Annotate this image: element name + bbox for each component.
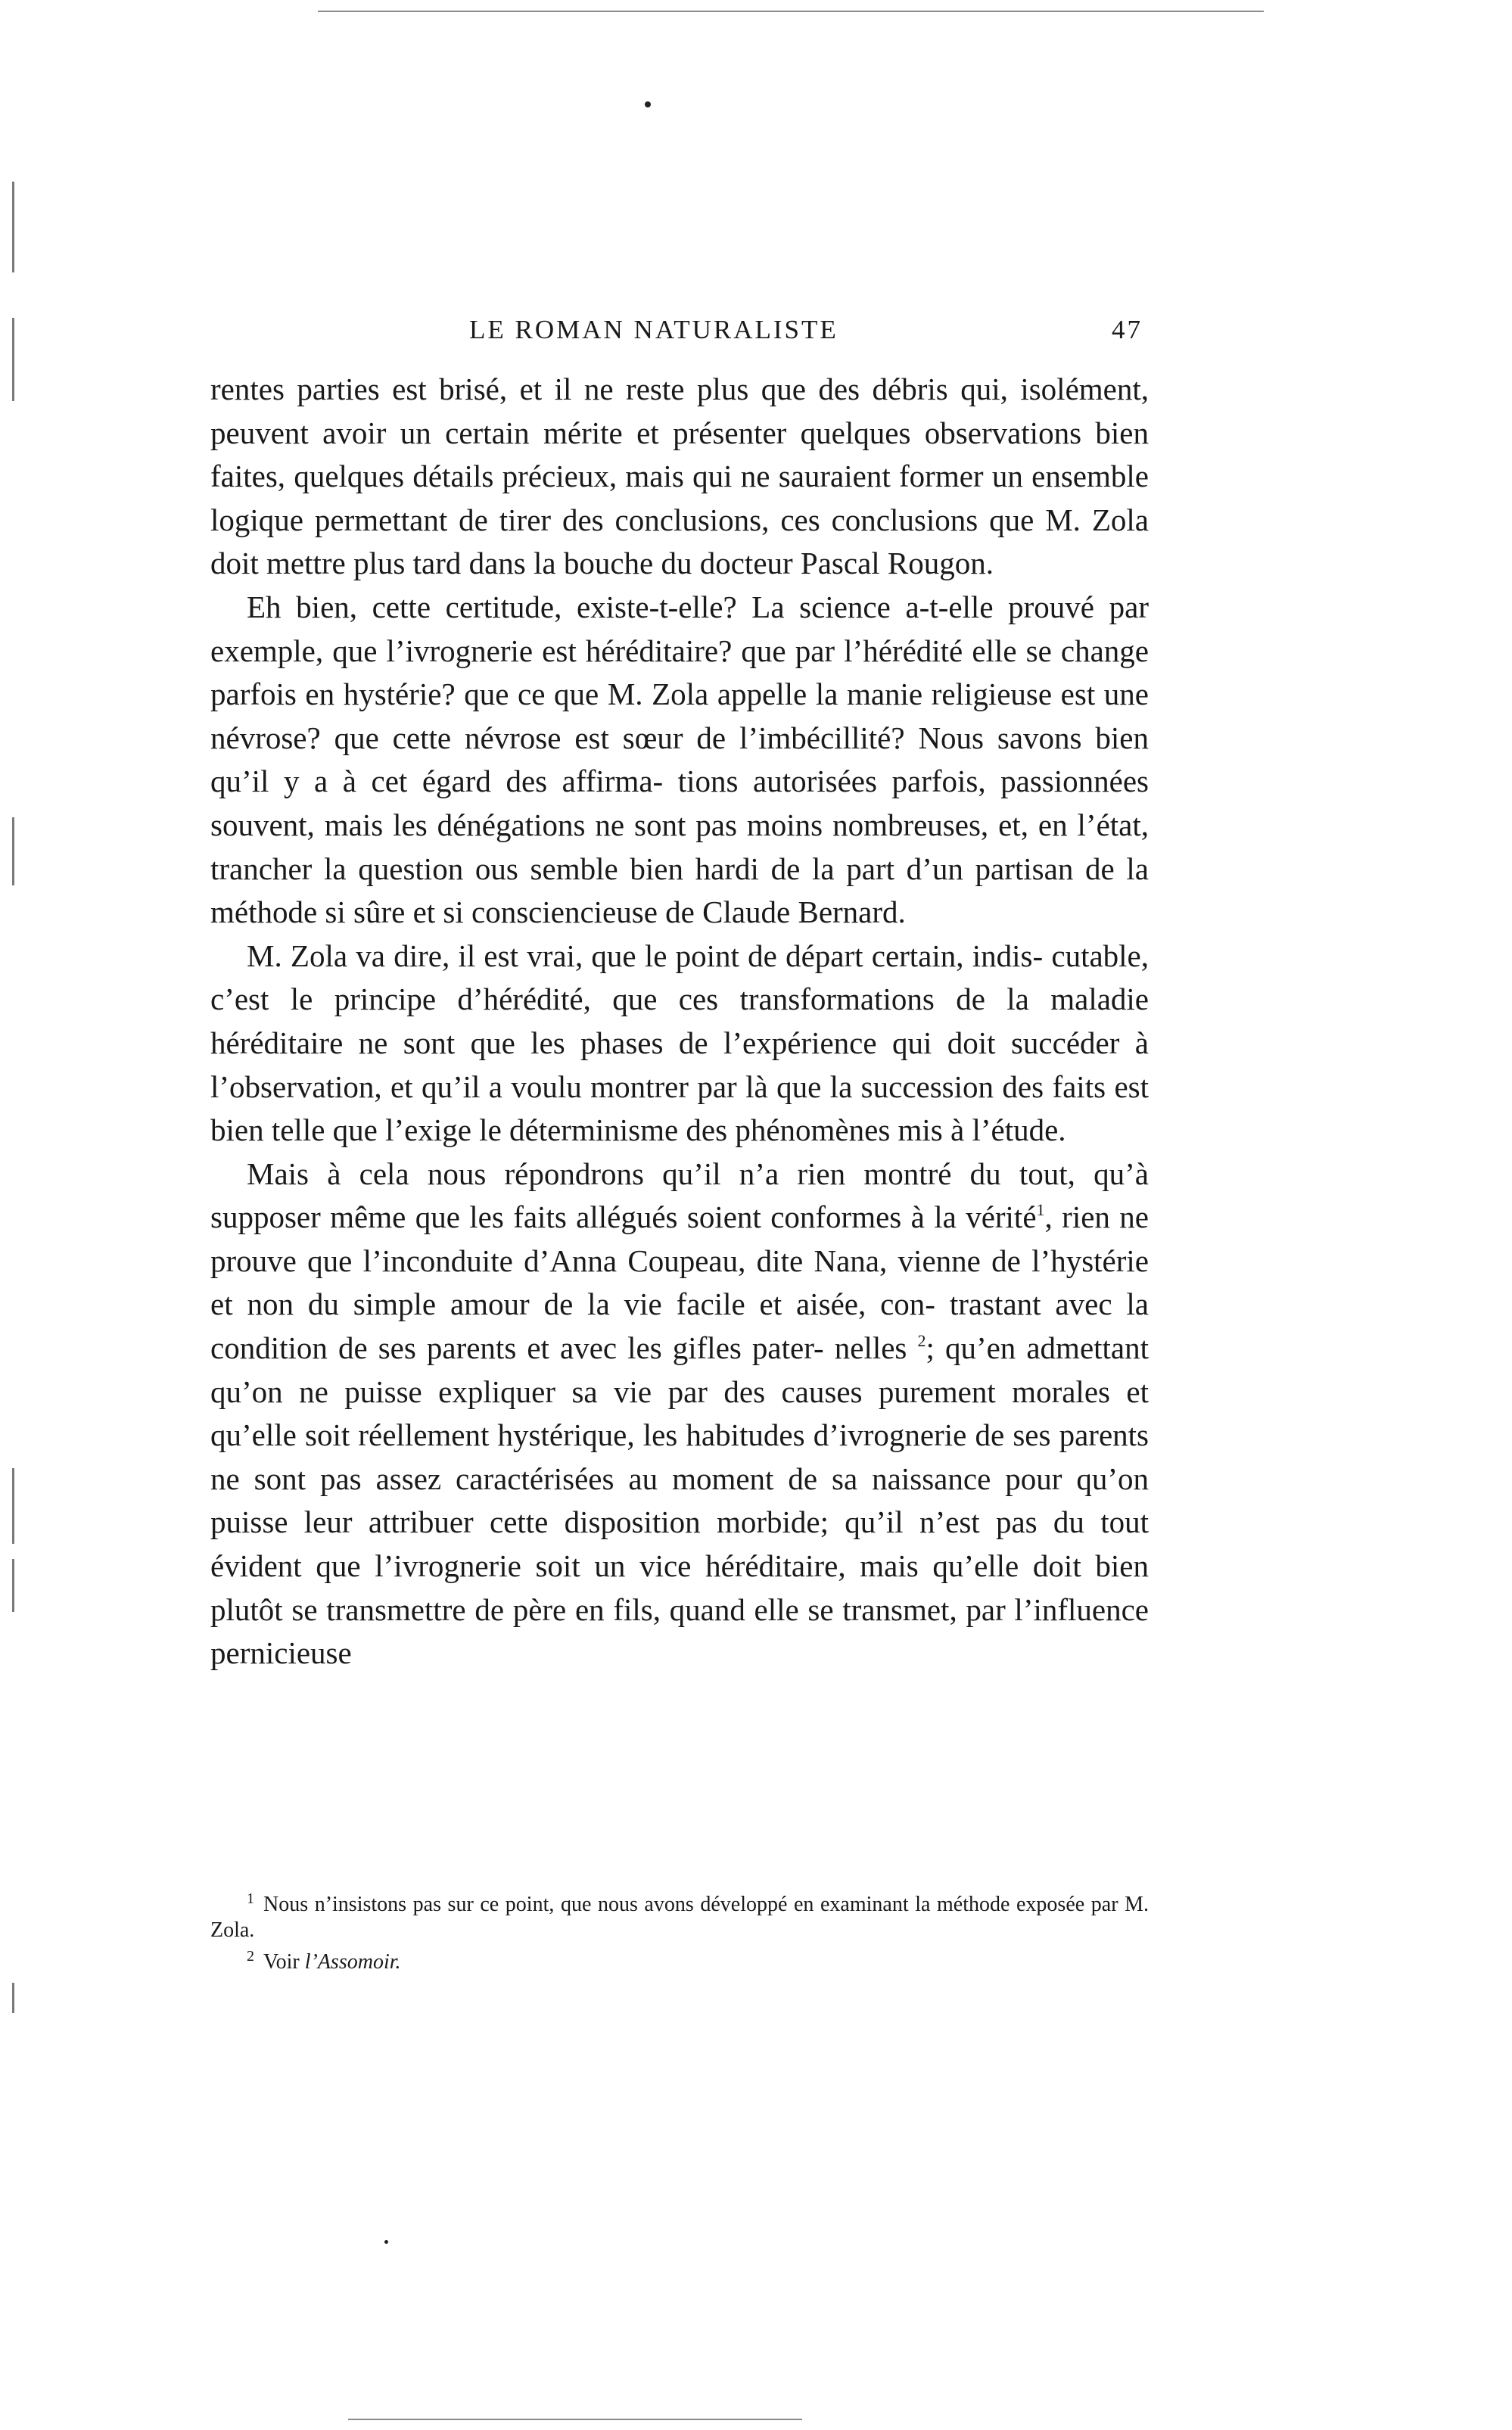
running-head [212,306,1143,348]
paragraph-continued: rentes parties est brisé, et il ne reste plus que des débris qui, isolément, peuvent avoir un certain mérite et présenter quelques observations bien faites, quelques détails précieux, mais qui ne sauraient former un ensemble logique permettant de tirer des conclusions, ces conclusions que M. Zola doit mettre plus tard dans la bouche du docteur Pascal Rougon. [210,372,1149,581]
bottom-edge-rule [348,2419,802,2420]
margin-mark [12,1559,14,1612]
margin-mark [12,318,14,401]
margin-mark [12,1983,14,2013]
paragraph-text: Mais à cela nous répondrons qu’il n’a rien montré du tout, qu’à supposer même que les faits allégués soient conformes à la vérité [210,1156,1149,1235]
footnote-text: Nous n’insistons pas sur ce point, que nous avons développé en examinant la méthode exposée par M. Zola. [210,1893,1149,1942]
paragraph-certitude: Eh bien, cette certitude, existe-t-elle? La science a-t-elle prouvé par exemple, que l’ivrognerie est héréditaire? que par l’hérédité elle se change parfois en hystérie? que ce que M. Zola appelle la manie religieuse est une névrose? que cette névrose est sœur de l’imbécillité? Nous savons bien qu’il y a à cet égard des affirma- tions autorisées parfois, passionnées souvent, mais les dénégations ne sont pas moins nombreuses, et, en l’état, trancher la question ous semble bien hardi de la part d’un partisan de la méthode si sûre et si consciencieuse de Claude Bernard. [210,589,1149,930]
margin-mark [12,182,14,272]
main-text [210,368,1149,1675]
margin-mark [12,817,14,885]
ink-speck [645,101,651,107]
footnote-text: Voir [263,1950,305,1974]
footnote-reference: 2 [917,1331,926,1351]
footnotes [210,1886,1149,1975]
paragraph-text: ; qu’en admettant qu’on ne puisse expliquer sa vie par des causes purement morales et qu’elle soit réellement hystérique, les habitudes d’ivrognerie de ses parents ne sont pas assez caractérisées au moment de sa naissance pour qu’on puisse leur attribuer cette disposition morbide; qu’il n’est pas du tout évident que l’ivrognerie soit un vice héréditaire, mais qu’elle doit bien plutôt se transmettre de père en fils, quand elle se transmet, par l’influence pernicieuse [210,1330,1150,1671]
footnote-mark: 1 [247,1890,254,1907]
margin-mark [12,1468,14,1544]
running-title: LE ROMAN NATURALISTE [469,315,838,344]
ink-speck [384,2240,388,2244]
footnote [210,1886,1149,1943]
paragraph-text: , rien ne prouve que l’inconduite d’Anna Coupeau, dite Nana, vienne de l’hystérie et non du simple amour de la vie facile et aisée, con- trastant avec la condition de ses parents et avec les gifles pater- nelles [210,1199,1149,1366]
page-number: 47 [1112,315,1143,344]
footnote-reference: 1 [1036,1200,1045,1220]
top-edge-rule [318,11,1264,12]
footnote-mark: 2 [247,1948,254,1965]
footnote [210,1943,1149,1975]
paragraph-reponse [210,1153,1149,1675]
paragraph-heredite: M. Zola va dire, il est vrai, que le point de départ certain, indis- cutable, c’est le principe d’hérédité, que ces transformations de la maladie héréditaire ne sont que les phases de l’expérience qui doit succéder à l’observation, et qu’il a voulu montrer par là que la succession des faits est bien telle que l’exige le déterminisme des phénomènes mis à l’étude. [210,938,1149,1148]
footnote-book-title: l’Assomoir. [304,1950,401,1974]
